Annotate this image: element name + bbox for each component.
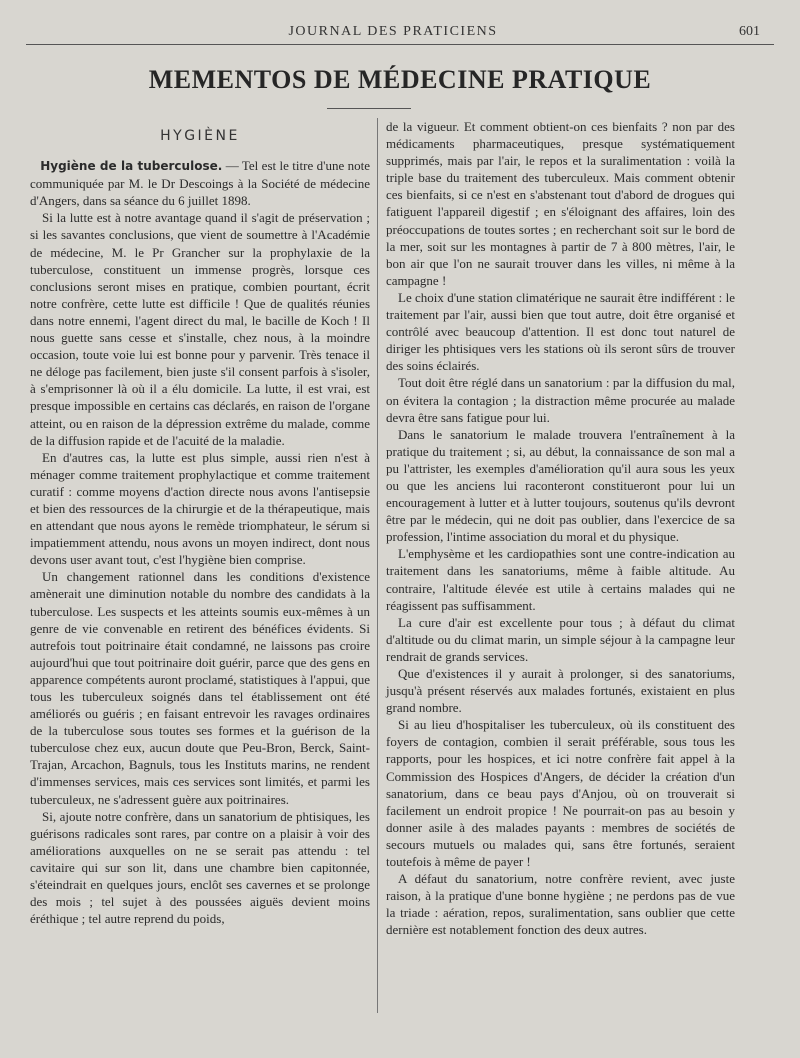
right-column xyxy=(386,118,735,939)
section-heading: HYGIÈNE xyxy=(160,128,240,144)
article-paragraph: Que d'existences il y aurait à prolonger, si des sanatoriums, jusqu'à présent réservés aux malades fortunés, existaient en plus grand nombre. xyxy=(386,666,735,716)
title-rule xyxy=(327,108,411,109)
article-paragraph: En d'autres cas, la lutte est plus simple, aussi rien n'est à ménager comme traitement prophylactique et comme traitement curatif : comme moyens d'action directe nous avons l'antisepsie et bien des ressources de la chirurgie et de la thérapeutique, mais en attendant que nous ayons le remède triomphateur, le sérum si impatiemment attendu, nous avons un moyen indirect, dont nous devons user avant tout, c'est l'hygiène bien comprise. xyxy=(30,449,370,568)
page-title: MEMENTOS DE MÉDECINE PRATIQUE xyxy=(148,65,652,94)
article-paragraph: A défaut du sanatorium, notre confrère revient, avec juste raison, à la pratique d'une bonne hygiène ; ne perdons pas de vue la triade : aération, repos, suralimentation, sans oublier que cette dernière est notablement fonction des deux autres. xyxy=(386,871,735,938)
article-lead-title: Hygiène de la tuberculose. xyxy=(40,159,223,174)
journal-name: JOURNAL DES PRATICIENS xyxy=(288,24,498,39)
header-rule xyxy=(26,44,774,45)
article-paragraph xyxy=(30,157,370,209)
article-lead-text: — Tel est le titre d'une note communiquée par M. le Dr Descoings à la Société de médecine d'Angers, dans sa séance du 6 juillet 1898. xyxy=(30,158,371,209)
article-paragraph: Si, ajoute notre confrère, dans un sanatorium de phtisiques, les guérisons radicales sont rares, par contre on a plaisir à voir des améliorations auxquelles on ne se serait pas attendu : tel cavitaire qui sur son lit, dans une chambre bien capitonnée, s'éteindrait en quelques jours, enclôt ses cavernes et se prolonge des mois ; tel sujet à des poussées aiguës devient moins éréthique ; tel autre reprend du poids, xyxy=(30,808,370,927)
article-paragraph: Si au lieu d'hospitaliser les tuberculeux, où ils constituent des foyers de contagion, combien il serait préférable, sous tous les rapports, pour les hospices, et ici notre confrère fait appel à la Commission des Hospices d'Angers, de décider la création d'un sanatorium, dans ce beau pays d'Anjou, où on trouverait si facilement un endroit propice ! Ne pourrait-on pas au besoin y donner asile à des malades payants : membres de sociétés de secours mutuels ou malades qui, sans être fortunés, seraient toutefois à même de payer ! xyxy=(386,717,735,870)
article-paragraph: Tout doit être réglé dans un sanatorium : par la diffusion du mal, on évitera la contagion ; la distraction même procurée au malade devra être sans fatigue pour lui. xyxy=(386,375,735,425)
article-paragraph: Un changement rationnel dans les conditions d'existence amènerait une diminution notable du nombre des candidats à la tuberculose. Les suspects et les atteints soumis eux-mêmes à un genre de vie convenable en retirent des bénéfices évidents. Si autrefois tout poitrinaire était condamné, ne laissons pas croire aujourd'hui que tout poitrinaire doit guérir, parce que des gens en apparence compétents auront proclamé, statistiques à l'appui, que tous les tuberculeux soignés dans tel établissement ont été améliorés ou guéris ; en faisant entrevoir les ravages ordinaires de la tuberculose sous toutes ses formes et la guérison de la tuberculose chez eux, aucun doute que Peu-Bron, Berck, Saint-Trajan, Arcachon, Bagnuls, tous les Instituts marins, ne rendent d'immenses services, mais ces services sont limités, et parmi les tuberculeux, ne s'adressent guère aux poitrinaires. xyxy=(30,569,370,807)
article-paragraph: Dans le sanatorium le malade trouvera l'entraînement à la pratique du traitement ; si, au début, la connaissance de son mal a pu l'attrister, les exemples d'amélioration qu'il aura sous les yeux ou que les anciens lui raconteront constitueront pour lui un encouragement à lutter et à lutter toujours, soutenus qu'ils devront être par le médecin, qui ne doit pas oublier, dans l'exercice de sa profession, l'intime association du moral et du physique. xyxy=(386,426,735,545)
page-number: 601 xyxy=(739,24,760,39)
article-paragraph: Si la lutte est à notre avantage quand il s'agit de préservation ; si les savantes conclusions, que vient de soumettre à l'Académie de médecine, M. le Pr Grancher sur la prophylaxie de la tuberculose, constituent un immense progrès, lorsque ces conclusions seront mises en pratique, combien pourtant, écrit notre confrère, cette lutte est difficile ! Que de qualités réunies dans notre ennemi, l'agent direct du mal, le bacille de Koch ! Il nous guette sans cesse et s'installe, chez nous, à la moindre occasion, toute voie lui est bonne pour y parvenir. Très tenace il ne déloge pas facilement, bien juste s'il consent parfois à s'isoler, à s'emprisonner là où il a élu domicile. La lutte, il est vrai, est presque impossible en certains cas déclarés, en raison de l'organe atteint, ou en raison de la dépression extrême du malade, comme de la diffusion rapide et de l'acuité de la maladie. xyxy=(30,210,370,448)
article-paragraph: L'emphysème et les cardiopathies sont une contre-indication au traitement dans les sanatoriums, même à faible altitude. Au contraire, l'altitude élevée est utile à certains malades qui ne réagissent pas suffisamment. xyxy=(386,546,735,613)
article-paragraph: de la vigueur. Et comment obtient-on ces bienfaits ? non par des médicaments pharmaceutiques, presque systématiquement supprimés, mais par l'air, le repos et la suralimentation : voilà la triple base du traitement des tuberculeux. Mais comment obtenir ces bienfaits, si ce n'est en s'abstenant tout d'abord de drogues qui fatiguent l'appareil digestif ; en s'éloignant des affaires, loin des préoccupations de toutes sortes ; en recherchant soit sur le bord de la mer, soit sur les montagnes à partir de 7 à 800 mètres, l'air, le bon air que l'on ne saurait trouver dans les villes, ni même à la campagne ! xyxy=(386,119,735,288)
left-column xyxy=(30,118,370,927)
article-paragraph: Le choix d'une station climatérique ne saurait être indifférent : le traitement par l'air, aussi bien que tout autre, doit être organisé et contrôlé avec beaucoup d'attention. Il est donc tout naturel de diriger les phtisiques vers les stations où ils seront sûrs de trouver des soins éclairés. xyxy=(386,289,735,374)
article-paragraph: La cure d'air est excellente pour tous ; à défaut du climat d'altitude ou du climat marin, un simple séjour à la campagne leur rendrait de grands services. xyxy=(386,614,735,664)
running-header xyxy=(26,20,760,42)
column-divider xyxy=(377,118,378,1013)
